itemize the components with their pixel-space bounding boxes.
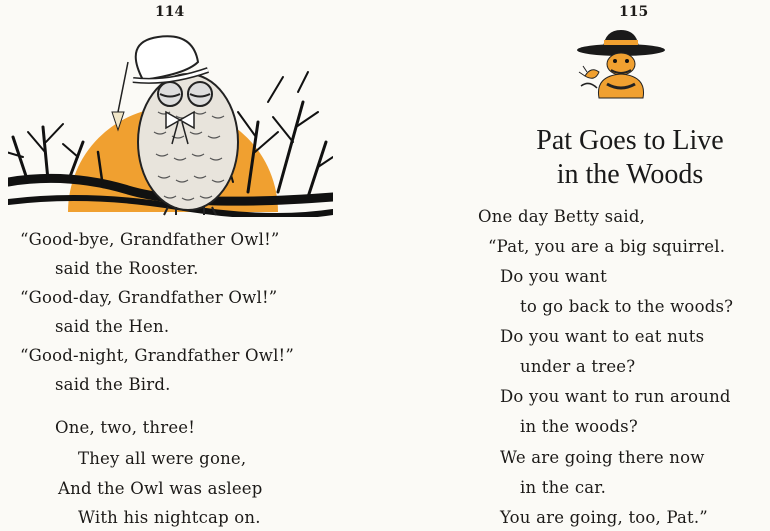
story-title (505, 124, 755, 192)
text-line: They all were gone, (78, 449, 247, 468)
text-line: Do you want to run around (500, 387, 731, 406)
text-line: said the Bird. (55, 375, 171, 394)
text-line: And the Owl was asleep (58, 479, 263, 498)
text-line: Do you want to eat nuts (500, 327, 705, 346)
text-line: With his nightcap on. (78, 508, 261, 527)
story-title-line-2: in the Woods (556, 159, 704, 190)
story-title-line-1: Pat Goes to Live (536, 125, 724, 156)
left-page-number: 114 (155, 4, 185, 20)
squirrel-hat-illustration (575, 28, 667, 102)
text-line: One day Betty said, (478, 207, 646, 226)
owl-nightcap-illustration (8, 32, 333, 217)
text-line: “Pat, you are a big squirrel. (488, 237, 726, 256)
right-page (385, 0, 770, 531)
text-line: One, two, three! (55, 418, 196, 437)
text-line: “Good-day, Grandfather Owl!” (20, 288, 278, 307)
text-line: “Good-night, Grandfather Owl!” (20, 346, 295, 365)
text-line: to go back to the woods? (520, 297, 734, 316)
text-line: You are going, too, Pat.” (500, 508, 708, 527)
text-line: said the Rooster. (55, 259, 199, 278)
text-line: We are going there now (500, 448, 705, 467)
text-line: “Good-bye, Grandfather Owl!” (20, 230, 280, 249)
text-line: in the car. (520, 478, 607, 497)
right-page-number: 115 (619, 4, 649, 20)
text-line: under a tree? (520, 357, 636, 376)
text-line: said the Hen. (55, 317, 170, 336)
text-line: in the woods? (520, 417, 638, 436)
text-line: Do you want (500, 267, 607, 286)
